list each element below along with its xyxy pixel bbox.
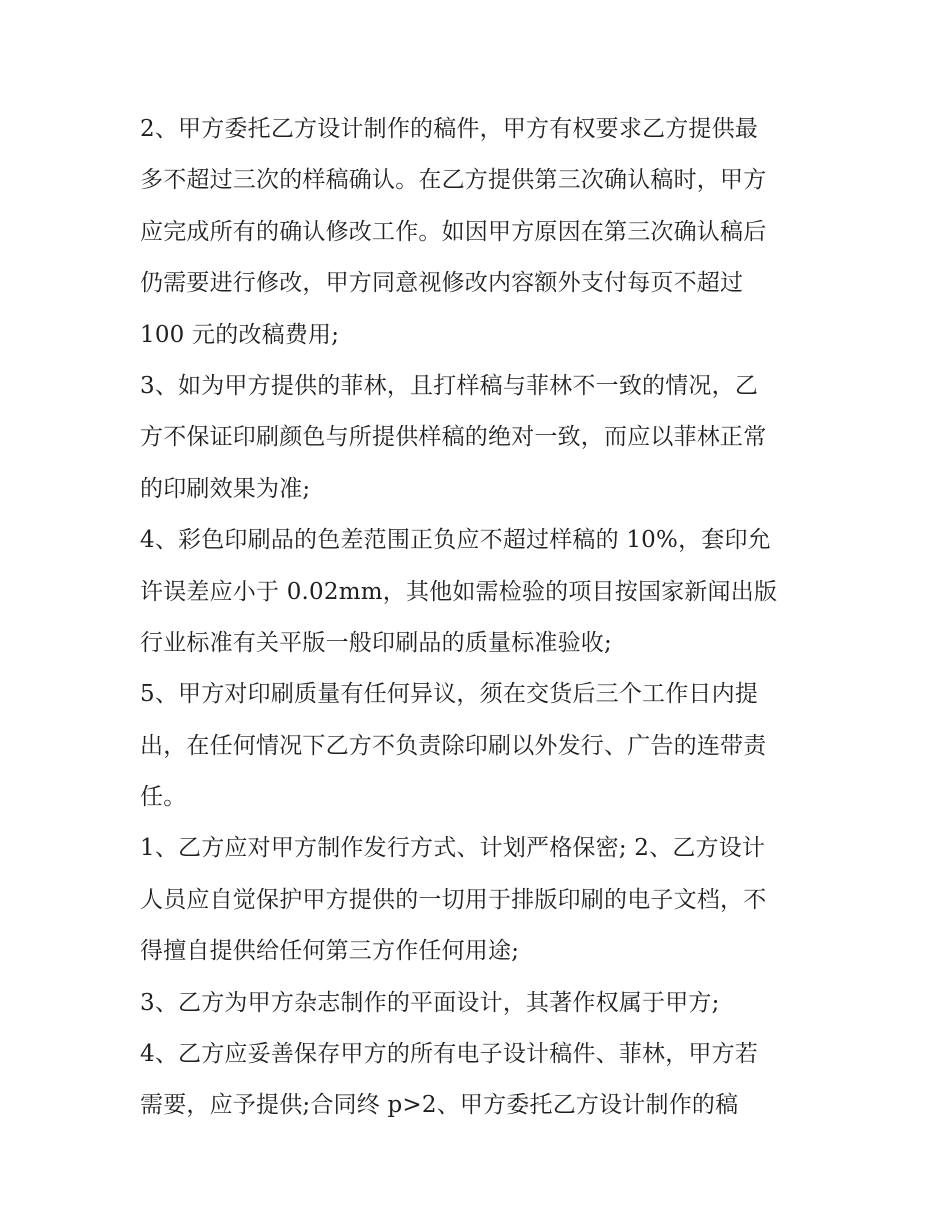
text-line: 的印刷效果为准; [140, 475, 311, 502]
text-line: 多不超过三次的样稿确认。在乙方提供第三次确认稿时，甲方 [140, 167, 767, 194]
document-body [140, 104, 820, 1132]
text-line: 行业标准有关平版一般印刷品的质量标准验收; [140, 629, 612, 656]
text-line: 1、乙方应对甲方制作发行方式、计划严格保密; 2、乙方设计 [140, 835, 766, 862]
text-line: 3、乙方为甲方杂志制作的平面设计，其著作权属于甲方; [140, 989, 720, 1016]
text-line: 许误差应小于 0.02mm，其他如需检验的项目按国家新闻出版 [140, 578, 778, 605]
text-line: 100 元的改稿费用; [140, 321, 340, 348]
text-line: 人员应自觉保护甲方提供的一切用于排版印刷的电子文档，不 [140, 886, 767, 913]
text-line: 出，在任何情况下乙方不负责除印刷以外发行、广告的连带责 [140, 732, 767, 759]
text-line: 5、甲方对印刷质量有任何异议，须在交货后三个工作日内提 [140, 681, 759, 708]
text-line: 4、乙方应妥善保存甲方的所有电子设计稿件、菲林，甲方若 [140, 1041, 759, 1068]
text-line: 方不保证印刷颜色与所提供样稿的绝对一致，而应以菲林正常 [140, 424, 767, 451]
text-line: 仍需要进行修改，甲方同意视修改内容额外支付每页不超过 [140, 270, 744, 297]
text-line: 3、如为甲方提供的菲林，且打样稿与菲林不一致的情况，乙 [140, 372, 759, 399]
text-line: 应完成所有的确认修改工作。如因甲方原因在第三次确认稿后 [140, 218, 767, 245]
text-line: 任。 [140, 784, 187, 811]
text-line: 需要，应予提供;合同终 p>2、甲方委托乙方设计制作的稿 [140, 1092, 739, 1119]
text-line: 4、彩色印刷品的色差范围正负应不超过样稿的 10%，套印允 [140, 527, 771, 554]
text-line: 2、甲方委托乙方设计制作的稿件，甲方有权要求乙方提供最 [140, 116, 759, 142]
text-line: 得擅自提供给任何第三方作任何用途; [140, 938, 520, 965]
